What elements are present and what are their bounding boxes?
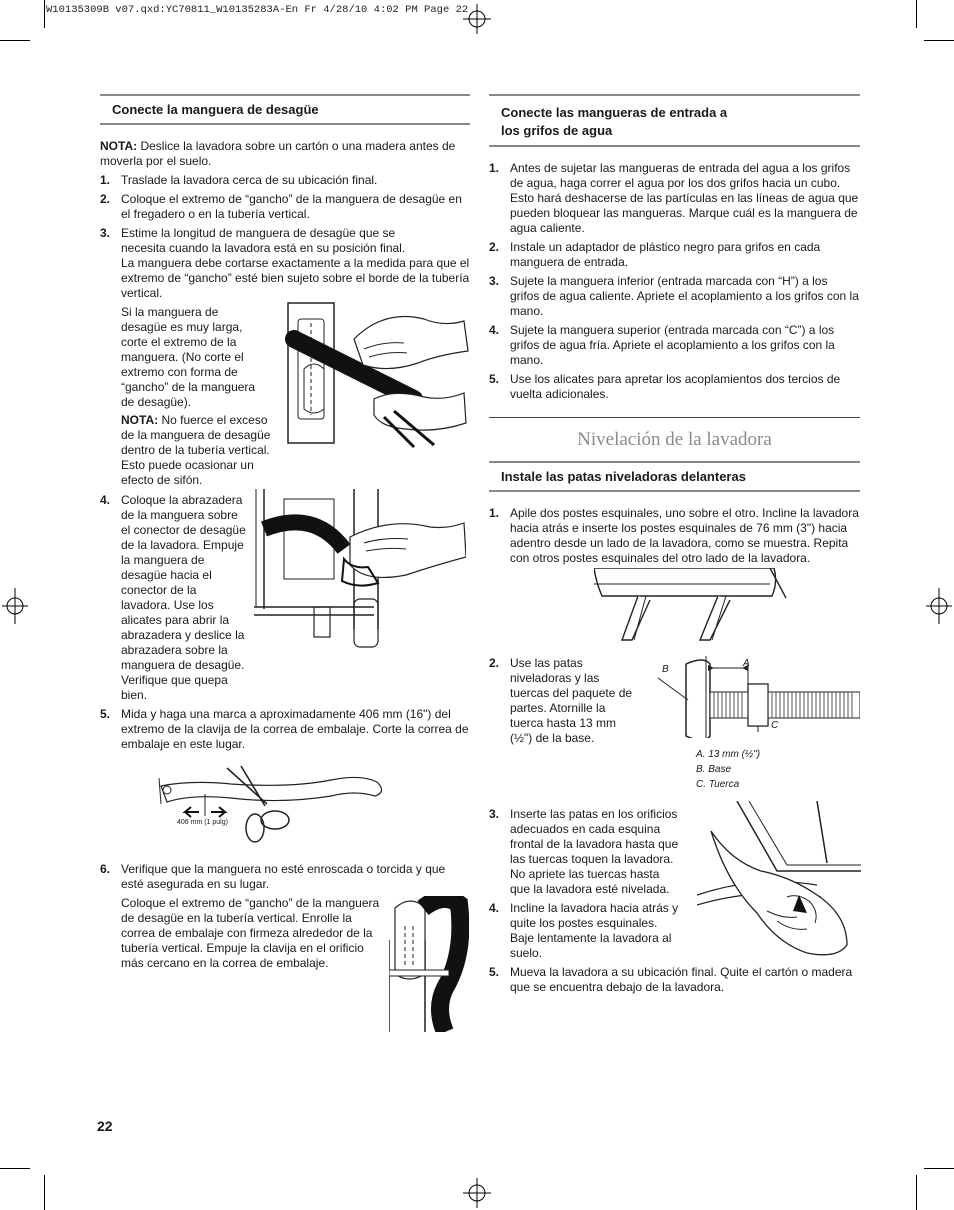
step-text: Sujete la manguera superior (entrada marcada con “C”) a los grifos de agua fría. Apriete el acoplamiento a los grifos con la mano. [510,323,835,367]
step-text: Use los alicates para apretar los acoplamientos dos tercios de vuelta adicionales. [510,372,841,401]
crop-mark [924,1168,954,1169]
step-text: Mida y haga una marca a aproximadamente 406 mm (16") del extremo de la clavija de la correa de embalaje. Corte la correa de embalaje en este lugar. [121,707,469,751]
heading-line: Conecte las mangueras de entrada a [501,105,728,120]
registration-mark-icon [2,588,28,624]
caption: A. 13 mm (½") [696,749,761,760]
step-number: 3. [489,807,500,821]
crop-mark [0,40,30,41]
figure-captions [696,747,760,792]
step-text: Sujete la manguera inferior (entrada marcada con “H”) a los grifos de agua caliente. Apriete el acoplamiento a los grifos con la mano. [510,274,859,318]
step-text: Use las patas niveladoras y las tuercas del paquete de partes. Atornille la tuerca hasta 13 mm (½") de la base. [510,656,633,745]
chapter-title: Nivelación de la lavadora [577,429,772,450]
crop-mark [924,40,954,41]
strap-measure-label: 406 mm (1 pulg) [177,819,228,826]
step-text: Antes de sujetar las mangueras de entrada del agua a los grifos de agua, haga correr el agua por los dos grifos hacia un cubo. Esto hará deshacerse de las partículas en las líneas de agua que pueden bloquear las mangueras. Marque cuál es la manguera de agua caliente. [510,161,859,235]
crop-mark [916,0,917,28]
step-number: 2. [100,192,111,206]
step-number: 1. [100,173,111,187]
step-item [489,161,860,236]
step-number: 6. [100,862,111,876]
step-item [100,226,470,488]
step-text: Inserte las patas en los orificios adecuados en cada esquina frontal de la lavadora hasta que las tuercas toquen la lavadora. No apriete las tuercas hasta que la lavadora esté nivelada. [510,807,679,896]
caption: C. Tuerca [696,779,740,790]
spacer [489,746,860,803]
step-text: Mueva la lavadora a su ubicación final. Quite el cartón o madera que se encuentra debajo de la lavadora. [510,965,853,994]
step-number: 4. [489,323,500,337]
label-b: B [662,664,669,675]
insert-legs-block [489,807,860,961]
crop-mark [916,1175,917,1210]
step-number: 5. [489,965,500,979]
note-label: NOTA: [121,413,159,427]
leveling-legs-heading: Instale las patas niveladoras delanteras [489,461,860,492]
strap-scissors-illustration [155,764,385,844]
step-text: La manguera debe cortarse exactamente a la medida para que el extremo de “gancho” esté bien sujeto sobre el borde de la tubería vertical. [121,256,470,300]
strap-figure-area [121,752,470,862]
insert-leg-hand-illustration [697,801,861,961]
step-text: Coloque el extremo de “gancho” de la manguera de desagüe en la tubería vertical. Enrolle la correa de embalaje con firmeza alrededor de la tubería vertical. Empuje la clavija en el orificio más cercano en la correa de embalaje. [121,896,380,970]
step-number: 4. [100,493,111,507]
clamp-block [121,493,470,703]
step-number: 2. [489,656,500,670]
note-label: NOTA: [100,139,138,153]
step-item [489,965,860,995]
standpipe-strap-illustration [389,896,469,1032]
registration-mark-icon [463,4,491,34]
print-slug: W10135309B v07.qxd:YC70811_W10135283A-En Fr 4/28/10 4:02 PM Page 22 [46,4,469,16]
step-number: 5. [100,707,111,721]
registration-mark-icon [463,1178,491,1208]
note-text: No fuerce el exceso de la manguera de desagüe dentro de la tubería vertical. Esto puede ocasionar un efecto de sifón. [121,413,271,487]
step-text: Coloque la abrazadera de la manguera sobre el conector de desagüe de la lavadora. Empuje la manguera de desagüe hacia el conector de la lavadora. Use los alicates para abrir la abrazadera y deslice la abrazadera sobre la manguera de desagüe. Verifique que quepa bien. [121,493,246,702]
drain-hose-heading: Conecte la manguera de desagüe [100,94,470,125]
step-item [489,372,860,402]
step-text: Instale un adaptador de plástico negro para grifos en cada manguera de entrada. [510,240,821,269]
step-item [489,656,860,790]
cut-hose-illustration [284,299,470,451]
step-number: 5. [489,372,500,386]
step-item [489,274,860,319]
step-item [100,493,470,703]
step-item [489,240,860,270]
label-c: C [771,720,779,731]
step-number: 1. [489,161,500,175]
crop-mark [0,1168,30,1169]
step-item [100,173,470,188]
strap-wrap-block [121,896,470,971]
step-text: Estime la longitud de manguera de desagüe que se necesita cuando la lavadora está en su posición final. [121,226,406,255]
right-column [489,94,860,995]
note [121,413,271,488]
step-number: 3. [489,274,500,288]
crop-mark [44,0,45,28]
caption: B. Base [696,764,732,775]
step-item [100,862,470,971]
leveling-leg-illustration [638,648,860,738]
label-a: A [743,658,750,669]
step-text: Verifique que la manguera no esté enroscada o torcida y que esté asegurada en su lugar. [121,862,446,891]
step-text: Apile dos postes esquinales, uno sobre el otro. Incline la lavadora hacia atrás e inserte los postes esquinales de 76 mm (3") hacia adentro desde un lado de la lavadora, como se muestra. Repita con otros postes esquinales del otro lado de la lavadora. [510,506,859,565]
step-item [100,192,470,222]
step-number: 4. [489,901,500,915]
drain-hose-clamp-illustration [254,489,466,651]
left-column [100,94,470,971]
step-number: 2. [489,240,500,254]
cut-hose-block [121,305,470,488]
step-item [100,707,470,862]
leg-nut-block [510,656,860,790]
step-item [489,506,860,648]
step-item [489,323,860,368]
page-number: 22 [97,1118,113,1134]
step-number: 1. [489,506,500,520]
step-text: Coloque el extremo de “gancho” de la manguera de desagüe en el fregadero o en la tubería vertical. [121,192,462,221]
registration-mark-icon [926,588,952,624]
step-text: Si la manguera de desagüe es muy larga, corte el extremo de la manguera. (No corte el extremo con forma de “gancho” de la manguera de desagüe). [121,305,256,409]
step-text: Traslade la lavadora cerca de su ubicación final. [121,173,378,187]
step-number: 3. [100,226,111,240]
corner-posts-illustration [594,568,794,644]
heading-line: los grifos de agua [501,123,613,138]
corner-posts-figure-area [510,566,860,648]
crop-mark [44,1175,45,1210]
note [100,139,470,169]
inlet-hoses-heading [489,94,860,147]
step-text: Incline la lavadora hacia atrás y quite los postes esquinales. Baje lentamente la lavadora al suelo. [510,901,679,960]
section-divider [489,417,860,418]
note-text: Deslice la lavadora sobre un cartón o una madera antes de moverla por el suelo. [100,139,456,168]
